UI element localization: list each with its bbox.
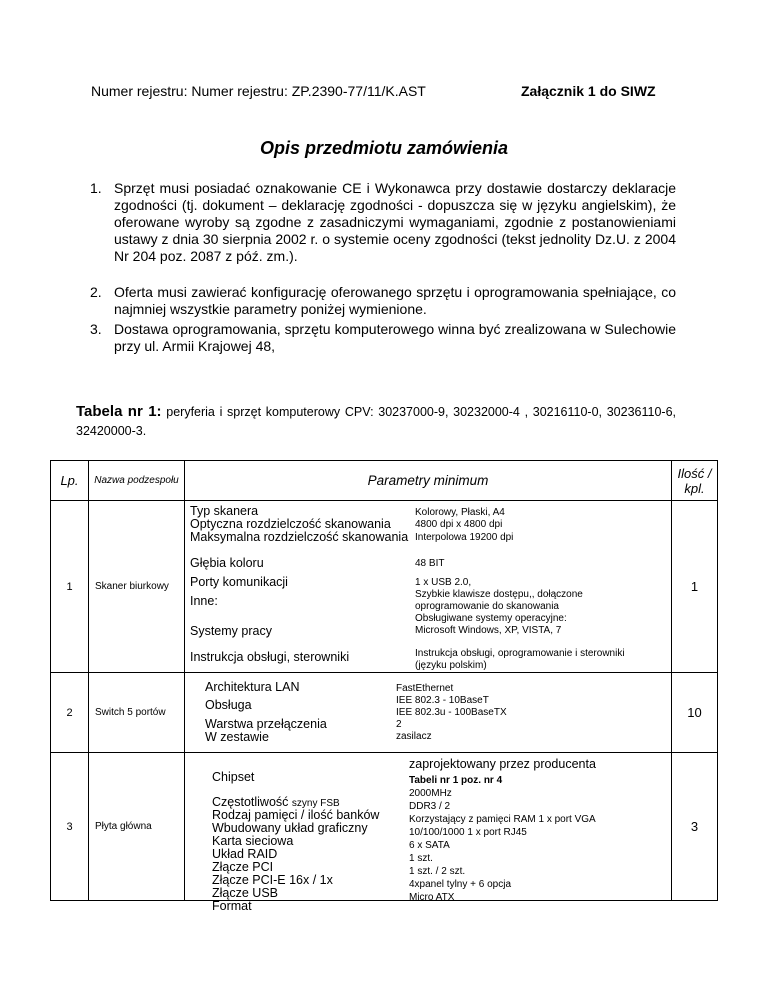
list-item: [90, 321, 676, 355]
param-key: Rodzaj pamięci / ilość banków: [212, 808, 380, 822]
table-row: [51, 673, 718, 753]
param-value: 2: [396, 719, 402, 730]
row-params: [185, 673, 672, 753]
table-caption: [76, 402, 676, 441]
param-key: Porty komunikacji: [190, 575, 288, 589]
param-value: Microsoft Windows, XP, VISTA, 7: [415, 625, 562, 636]
specification-table: [50, 460, 718, 913]
param-key: Układ RAID: [212, 847, 278, 861]
param-key: Architektura LAN: [205, 680, 300, 694]
list-item-text: Sprzęt musi posiadać oznakowanie CE i Wykonawca przy dostawie dostarczy deklaracje zgodności (tj. dokument – deklarację zgodności - dopuszcza się w języku angielskim), że oferowane wyroby są zgodne z zasadniczymi wymaganiami, zgodnie z postanowieniami ustawy z dnia 30 sierpnia 2002 r. o systemie oceny zgodności (tekst jednolity Dz.U. z 2004 Nr 204 poz. 2087 z póź. zm.).: [114, 180, 676, 264]
param-value: Obsługiwane systemy operacyjne:: [415, 613, 567, 624]
param-value: IEE 802.3u - 100BaseTX: [396, 707, 507, 718]
param-key: Optyczna rozdzielczość skanowania: [190, 517, 391, 531]
param-value: Interpolowa 19200 dpi: [415, 532, 514, 543]
param-key: W zestawie: [205, 730, 269, 744]
attachment-label: Załącznik 1 do SIWZ: [521, 83, 656, 99]
param-key: Warstwa przełączenia: [205, 717, 327, 731]
param-value: 6 x SATA: [409, 840, 450, 851]
list-item-number: 2.: [90, 284, 102, 300]
table-row: [51, 753, 718, 901]
header-name: Nazwa podzespołu: [89, 461, 185, 501]
param-value: 2000MHz: [409, 788, 452, 799]
param-key: Złącze PCI-E 16x / 1x: [212, 873, 333, 887]
header-qty: Ilość / kpl.: [672, 461, 718, 501]
param-value: 10/100/1000 1 x port RJ45: [409, 827, 527, 838]
param-value: 4xpanel tylny + 6 opcja: [409, 879, 512, 890]
table-caption-label: Tabela nr 1:: [76, 403, 162, 420]
row-qty: 1: [672, 501, 718, 673]
param-key: Systemy pracy: [190, 624, 272, 638]
row-params: [185, 753, 672, 913]
param-key: Format: [212, 899, 252, 913]
param-value: 1 szt.: [409, 853, 433, 864]
param-value: DDR3 / 2: [409, 801, 451, 812]
row-qty: 3: [672, 753, 718, 901]
registry-number: Numer rejestru: Numer rejestru: ZP.2390-77/11/K.AST: [91, 83, 426, 99]
param-key: Typ skanera: [190, 504, 259, 518]
param-value: 48 BIT: [415, 558, 445, 569]
row-lp: 3: [51, 753, 89, 901]
param-value: Instrukcja obsługi, oprogramowanie i sterowniki: [415, 648, 625, 659]
list-item: [90, 180, 676, 265]
list-item: [90, 284, 676, 318]
param-key: Chipset: [212, 770, 255, 784]
param-key: Maksymalna rozdzielczość skanowania: [190, 530, 409, 544]
row-lp: 2: [51, 673, 89, 753]
param-key: Złącze PCI: [212, 860, 274, 874]
document-title: Opis przedmiotu zamówienia: [259, 138, 509, 158]
param-key: Obsługa: [205, 698, 252, 712]
param-value: Tabeli nr 1 poz. nr 4: [409, 775, 503, 786]
param-key: Instrukcja obsługi, sterowniki: [190, 650, 350, 664]
row-name: Switch 5 portów: [89, 673, 185, 753]
list-item-number: 1.: [90, 180, 102, 196]
param-key-suffix: szyny FSB: [291, 798, 340, 809]
param-key: Złącze USB: [212, 886, 278, 900]
row-lp: 1: [51, 501, 89, 673]
param-value: Korzystający z pamięci RAM 1 x port VGA: [409, 814, 596, 825]
list-item-number: 3.: [90, 321, 102, 337]
row-params: [185, 501, 672, 673]
row-name: Płyta główna: [89, 753, 185, 901]
param-value: IEE 802.3 - 10BaseT: [396, 695, 489, 706]
param-key: Karta sieciowa: [212, 834, 294, 848]
param-key: Inne:: [190, 594, 218, 608]
param-value: Kolorowy, Płaski, A4: [415, 507, 505, 518]
header-lp: Lp.: [51, 461, 89, 501]
param-value: FastEthernet: [396, 683, 454, 694]
table-header-row: [51, 461, 718, 501]
param-value: Szybkie klawisze dostępu,, dołączone: [415, 589, 583, 600]
param-value: oprogramowanie do skanowania: [415, 601, 559, 612]
param-value: (języku polskim): [415, 660, 487, 671]
param-key: Głębia koloru: [190, 556, 264, 570]
row-qty: 10: [672, 673, 718, 753]
list-item-text: Dostawa oprogramowania, sprzętu komputerowego winna być zrealizowana w Sulechowie przy ul. Armii Krajowej 48,: [114, 321, 676, 354]
param-value: zasilacz: [396, 731, 432, 742]
table-row: [51, 501, 718, 673]
header-params: Parametry minimum: [185, 461, 672, 501]
param-value: 1 x USB 2.0,: [415, 577, 472, 588]
param-value: zaprojektowany przez producenta: [409, 757, 596, 771]
param-value: 1 szt. / 2 szt.: [409, 866, 466, 877]
list-item-text: Oferta musi zawierać konfigurację oferowanego sprzętu i oprogramowania spełniające, co najmniej wszystkie parametry poniżej wymienione.: [114, 284, 676, 317]
table-caption-text: peryferia i sprzęt komputerowy CPV: 30237000-9, 30232000-4 , 30216110-0, 30236110-6, 32420000-3.: [76, 405, 676, 438]
param-key-main: Częstotliwość: [212, 795, 292, 809]
row-name: Skaner biurkowy: [89, 501, 185, 673]
param-value: 4800 dpi x 4800 dpi: [415, 519, 503, 530]
param-value: Micro ATX: [409, 892, 455, 903]
param-key: Wbudowany układ graficzny: [212, 821, 368, 835]
